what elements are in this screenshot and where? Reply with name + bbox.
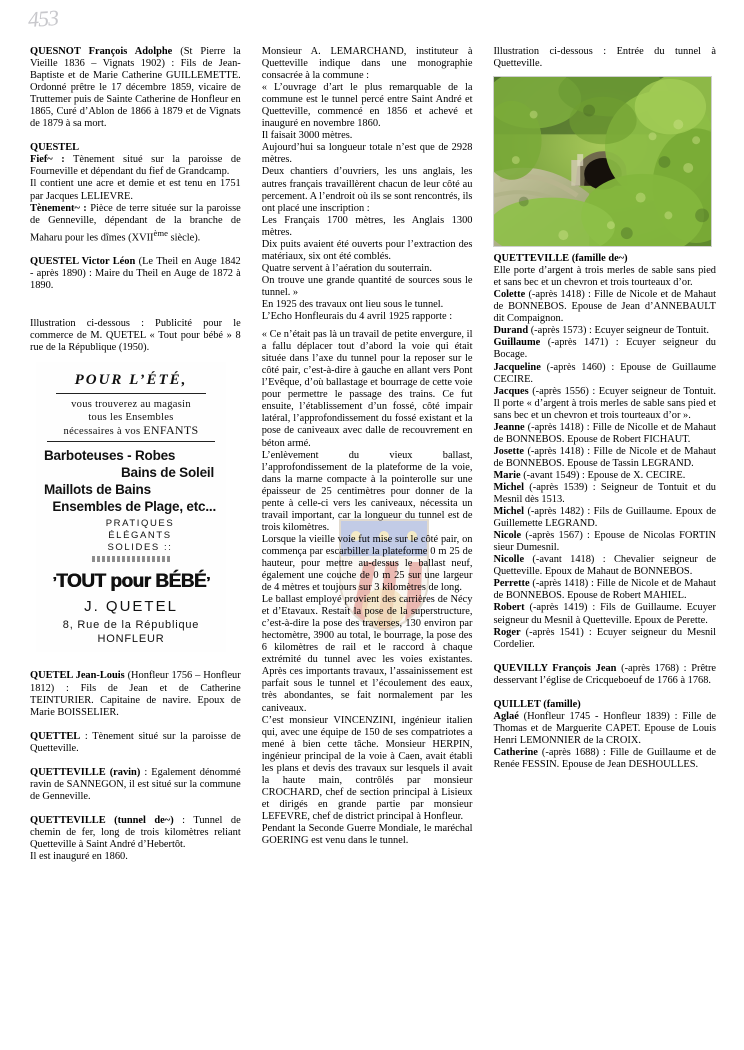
member-robert	[493, 602, 716, 626]
spacer	[30, 755, 241, 767]
member-text: (-après 1418) : Fille de Nicolle et de Mahaut de BONNEBOS. Epouse de Robert FICHAUT.	[493, 421, 717, 445]
ad-brand-quote-close: ’	[205, 574, 210, 592]
entry-quevilly-francois-jean	[493, 663, 716, 687]
ad-brand-name	[36, 571, 226, 593]
member-perrette	[493, 578, 716, 602]
entry-text: (Honfleur 1756 – Honfleur 1812) : Fils de Jean et de Catherine TEINTURIER. Capitaine de navire. Epoux de Marie BOISSELIER.	[30, 670, 241, 718]
member-text: (-après 1418) : Fille de Nicole et de Mahaut de BONNEBOS. Epouse de Robert MAHIEL.	[493, 578, 717, 602]
member-text: (-après 1418) : Fille de Nicole et de Mahaut de BONNEBOS. Epouse de Tassin LEGRAND.	[493, 445, 717, 469]
member-name: Michel	[493, 481, 525, 493]
entry-text: : Tènement situé sur la paroisse de Quetteville.	[30, 730, 241, 754]
member-name: Durand	[493, 325, 529, 337]
entry-questel-acre: Il contient une acre et demie et est tenu en 1751 par Jacques LELIEVRE.	[30, 178, 241, 202]
ad-subtext-line3-a: nécessaires à vos	[63, 426, 144, 438]
entry-quetteville-tunnel-line2: Il est inauguré en 1860.	[30, 851, 128, 863]
member-text: (-après 1460) : Epouse de Guillaume CECIRE.	[493, 361, 717, 385]
entry-questel-heading: QUESTEL	[30, 142, 80, 154]
member-name: Josette	[493, 445, 525, 457]
entry-quetel-jean-louis	[30, 670, 241, 718]
column-right	[493, 46, 716, 1031]
para-travaux-1925: En 1925 des travaux ont lieu sous le tunnel.	[261, 298, 444, 310]
advertisement-image-quetel	[36, 362, 226, 652]
ad-subtext-line1: vous trouverez au magasin	[71, 399, 191, 411]
three-column-layout	[30, 46, 716, 1031]
para-enlevement-ballast: L’enlèvement du vieux ballast, l’approfondissement de la plateforme de la voie, dans la marne compacte à la pointerolle sur une épaisseur de 25 centimètres pour donner de la pente à celle-ci vers les caniveaux, nécessita un travail important, car la longueur du tunnel est de trois kilomètres.	[261, 449, 473, 533]
entry-name: QUESTEL Victor Léon	[30, 256, 136, 268]
para-ouvrage-art: « L’ouvrage d’art le plus remarquable de la commune est le tunnel percé entre Saint André et Quetteville, commencé en 1856 et achevé et inauguré en novembre 1860.	[261, 82, 473, 130]
para-echo-honfleurais: L’Echo Honfleurais du 4 avril 1925 rapporte :	[261, 311, 453, 323]
member-jeanne	[493, 422, 716, 446]
ad-brand-quote-open: ’	[52, 574, 57, 592]
ad-subtext-line2: tous les Ensembles	[88, 412, 174, 424]
member-durand	[493, 325, 716, 337]
entry-name: QUETTEVILLE (tunnel de~)	[30, 814, 174, 826]
member-roger	[493, 627, 716, 651]
ad-qualities	[36, 518, 226, 554]
entry-text: : Egalement dénommé ravin de SANNEGON, il est situé sur la commune de Genneville.	[30, 766, 241, 802]
member-name: Jeanne	[493, 421, 525, 433]
member-text: (-après 1471) : Ecuyer seigneur du Bocage.	[493, 337, 717, 361]
ad-product-3: Maillots de Bains	[44, 482, 151, 498]
ad-brand-text: TOUT pour BÉBÉ	[56, 571, 206, 593]
century-superscript: ème	[153, 227, 168, 238]
member-catherine	[493, 747, 716, 771]
member-text: (-avant 1418) : Chevalier seigneur de Quetteville. Epoux de Mahaut de BONNEBOS.	[493, 554, 717, 578]
entry-quetteville-famille-heading: QUETTEVILLE (famille de~)	[493, 253, 628, 265]
spacer	[30, 244, 241, 256]
ad-quality-3: SOLIDES ::	[107, 542, 173, 554]
entry-quillet-famille-heading: QUILLET (famille)	[493, 698, 581, 710]
para-quatre-aeration: Quatre servent à l’aération du souterrain.	[261, 262, 432, 274]
member-text: (-après 1688) : Fille de Guillaume et de Renée FESSIN. Epouse de Jean DESHOULLES.	[493, 746, 717, 770]
para-inscription-metres: Les Français 1700 mètres, les Anglais 1300 mètres.	[261, 214, 473, 238]
member-name: Jacqueline	[493, 361, 541, 373]
member-text: (-après 1556) : Ecuyer seigneur de Tontuit. Il porte « d’argent à trois merles de sable sans pied et sans bec et un chevron et trois tourteaux d’or ».	[493, 385, 717, 421]
entry-name: QUEVILLY François Jean	[493, 662, 617, 674]
member-marie	[493, 470, 716, 482]
ad-divider-1	[56, 393, 206, 394]
entry-questel-tenement	[30, 203, 241, 245]
page-number-annotation: 453	[27, 4, 59, 33]
member-name: Roger	[493, 626, 521, 638]
ad-address-street: 8, Rue de la République	[62, 619, 200, 632]
ad-address	[36, 618, 226, 646]
member-nicolle	[493, 554, 716, 578]
member-guillaume	[493, 337, 716, 361]
subentry-text-tenement: Pièce de terre située sur la paroisse de Genneville, dépendant de la branche de Maharu pour les dîmes (XVII	[30, 202, 241, 244]
ad-smudge-mark	[92, 556, 170, 562]
spacer	[30, 130, 241, 142]
ad-product-2: Bains de Soleil	[120, 465, 214, 481]
para-sources: On trouve une grande quantité de sources sous le tunnel. »	[261, 274, 473, 298]
ad-product-4: Ensembles de Plage, etc...	[52, 499, 216, 515]
ad-product-list	[36, 447, 226, 515]
ad-product-1: Barboteuses - Robes	[44, 448, 176, 464]
spacer	[30, 719, 241, 731]
entry-text: (Le Theil en Auge 1842 - après 1890) : Maire du Theil en Auge de 1872 à 1890.	[30, 256, 241, 292]
member-name: Nicolle	[493, 554, 525, 566]
member-jacqueline	[493, 362, 716, 386]
ad-subtext-line3	[36, 424, 226, 438]
spacer	[493, 687, 716, 699]
member-josette	[493, 446, 716, 470]
member-text: (Honfleur 1745 - Honfleur 1839) : Fille de Thomas et de Marguerite CAPET. Epouse de Louis Henri LEMONNIER de la CROIX.	[493, 710, 717, 746]
member-text: (-après 1418) : Fille de Nicole et de Mahaut de BONNEBOS. Epouse de Jean d’ANNEBAULT dit Compaignon.	[493, 289, 717, 325]
subentry-label-tenement: Tènement~ :	[30, 202, 87, 214]
para-ballast-carrieres: Le ballast employé provient des carrières de Nécy et d’Etavaux. Restait la pose de la superstructure, c’est-à-dire la pose des traverses, 130 environ par hectomètre, 3900 au total, le bourrage, la pose des 6 kilomètres de rail et le raccord à chaque extrémité du tunnel avec les voies existantes. Après ces importants travaux, l’assainissement est parfait sous le tunnel et l’écoulement des eaux, très abondantes, se fait normalement par les caniveaux.	[261, 594, 473, 714]
member-text: (-après 1539) : Seigneur de Tontuit et du Mesnil dès 1513.	[493, 481, 717, 506]
member-name: Robert	[493, 602, 525, 614]
entry-name: QUETEL Jean-Louis	[30, 670, 125, 682]
entry-quesnot-francois-adolphe	[30, 46, 241, 130]
entry-quetteville-ravin	[30, 767, 241, 803]
ad-address-city: HONFLEUR	[97, 633, 165, 646]
ad-divider-2	[47, 441, 215, 442]
member-text: (-après 1482) : Fils de Guillaume. Epoux de Guillemette LEGRAND.	[493, 506, 717, 530]
spacer	[30, 803, 241, 815]
subentry-label-fief: Fief~ :	[30, 154, 65, 166]
member-name: Michel	[493, 506, 525, 518]
subentry-text-fief: Tènement situé sur la paroisse de Fourneville et dépendant du fief de Grandcamp.	[30, 154, 241, 178]
member-text: (-après 1419) : Fils de Guillaume. Ecuyer seigneur du Mesnil à Quetteville. Epoux de Perette.	[493, 602, 717, 626]
member-name: Nicole	[493, 530, 522, 542]
member-michel-1482	[493, 506, 716, 530]
ad-owner-name: J. QUETEL	[84, 598, 178, 616]
entry-text: : Tunnel de chemin de fer, long de trois kilomètres reliant Quetteville à Saint André d’Hebertôt.	[30, 814, 241, 850]
para-quote-envergure: « Ce n’était pas là un travail de petite envergure, il a fallu déplacer tout d’abord la voie qui était située dans l’axe du tunnel pour la reposer sur le côté pair, c’est-à-dire à gauche en allant vers Pont l’Evêque, d’où ballastage et bourrage de cette voie pour permettre le passage des trains. Ce fut ensuite, l’établissement d’un fossé, côté impair latéral, l’approfondissement du fossé existant et la pose de caniveaux avec dalle de recouvrement en béton armé.	[261, 329, 473, 449]
illustration-caption-tunnel: Illustration ci-dessous : Entrée du tunnel à Quetteville.	[493, 46, 717, 70]
spacer	[493, 651, 716, 663]
ad-quality-2: ÉLÉGANTS	[108, 530, 172, 542]
member-name: Jacques	[493, 385, 529, 397]
ad-subtext-enfants: ENFANTS	[143, 423, 199, 438]
member-name: Guillaume	[493, 337, 541, 349]
entry-name: QUETTEL	[30, 730, 81, 742]
member-name: Perrette	[493, 578, 530, 590]
photo-tunnel-graphic	[494, 77, 711, 246]
illustration-caption-ad: Illustration ci-dessous : Publicité pour le commerce de M. QUETEL « Tout pour bébé » 8 rue de la République (1950).	[30, 318, 241, 354]
member-name: Catherine	[493, 746, 538, 758]
para-longueur-3000: Il faisait 3000 mètres.	[261, 130, 353, 142]
entry-text: (St Pierre la Vieille 1836 – Vignats 1902) : Fils de Jean-Baptiste et de Marie Catherine GUILLEMETTE. Ordonné prêtre le 17 décembre 1859, vicaire de Truttemer puis de Sainte Catherine de Honfleur en 1865, Curé d’Ablon de 1866 à 1879 et de Vignats de 1879 à sa mort.	[30, 46, 241, 130]
spacer	[30, 292, 241, 318]
para-dix-puits: Dix puits avaient été ouverts pour l’extraction des matériaux, six ont été comblés.	[261, 238, 473, 262]
member-name: Marie	[493, 469, 521, 481]
entry-text: (-après 1768) : Prêtre desservant l’église de Cricqueboeuf de 1766 à 1768.	[493, 662, 717, 686]
para-vieille-voie: Lorsque la vieille voie fut mise sur le côté pair, on commença par escarbiller la plateforme 0 m 25 de hauteur, pour mettre au-dessus le ballast neuf, également une couche de 0 m 25 sur une largeur de 4 mètres et toujours sur 3 kilomètres de long.	[261, 533, 473, 594]
column-middle	[262, 46, 473, 1031]
entry-questel-fief	[30, 154, 241, 178]
member-text: (-après 1573) : Ecuyer seigneur de Tontuit.	[528, 325, 709, 337]
ad-headline: POUR L’ÉTÉ,	[74, 372, 188, 389]
member-jacques	[493, 386, 716, 422]
spacer	[30, 652, 241, 670]
ad-quality-1: PRATIQUES	[105, 518, 175, 530]
member-nicole	[493, 530, 716, 554]
entry-quetteville-tunnel	[30, 815, 241, 851]
member-michel-1539	[493, 482, 716, 506]
para-longueur-2928: Aujourd’hui sa longueur totale n’est que de 2928 mètres.	[261, 142, 473, 166]
subentry-text-tenement-end: siècle).	[167, 232, 201, 244]
member-text: (-avant 1549) : Epouse de X. CECIRE.	[520, 469, 686, 481]
member-text: (-après 1567) : Epouse de Nicolas FORTIN sieur Dumesnil.	[493, 530, 717, 554]
para-goering: Pendant la Seconde Guerre Mondiale, le maréchal GOERING est venu dans le tunnel.	[261, 823, 473, 847]
photo-tunnel-entrance	[493, 76, 712, 247]
entry-questel-victor-leon	[30, 256, 241, 292]
para-vincenzini: C’est monsieur VINCENZINI, ingénieur italien qui, avec une équipe de 150 de ses compatriotes a mené à bien cette tâche. Monsieur HERPIN, ingénieur principal de la voie à Caen, avait établi les plans et devis des travaux sur lesquels il avait la haute main, contrôlés par monsieur CROCHARD, chef de section principal à Lisieux et dirigés en grande partie par monsieur LEFEVRE, chef de district principal à Honfleur.	[261, 714, 473, 822]
member-name: Aglaé	[493, 710, 519, 722]
ad-subtext	[36, 398, 226, 438]
member-aglae	[493, 711, 716, 747]
member-name: Colette	[493, 289, 526, 301]
entry-name: QUETTEVILLE (ravin)	[30, 766, 141, 778]
column-left	[30, 46, 241, 1031]
entry-name: QUESNOT François Adolphe	[30, 46, 173, 57]
entry-quettel	[30, 731, 241, 755]
para-deux-chantiers: Deux chantiers d’ouvriers, les uns anglais, les autres français travaillèrent chacun de leur côté au percement. A l’endroit où ils se sont rencontrés, ils ont placé une inscription :	[261, 166, 473, 214]
member-colette	[493, 289, 716, 325]
entry-quetteville-blazon: Elle porte d’argent à trois merles de sable sans pied et sans bec et un chevron et trois tourteaux d’or.	[493, 265, 717, 289]
para-lemarchand-intro: Monsieur A. LEMARCHAND, instituteur à Quetteville indique dans une monographie consacrée à la commune :	[261, 46, 473, 82]
member-text: (-après 1541) : Ecuyer seigneur du Mesnil Cordelier.	[493, 626, 717, 650]
